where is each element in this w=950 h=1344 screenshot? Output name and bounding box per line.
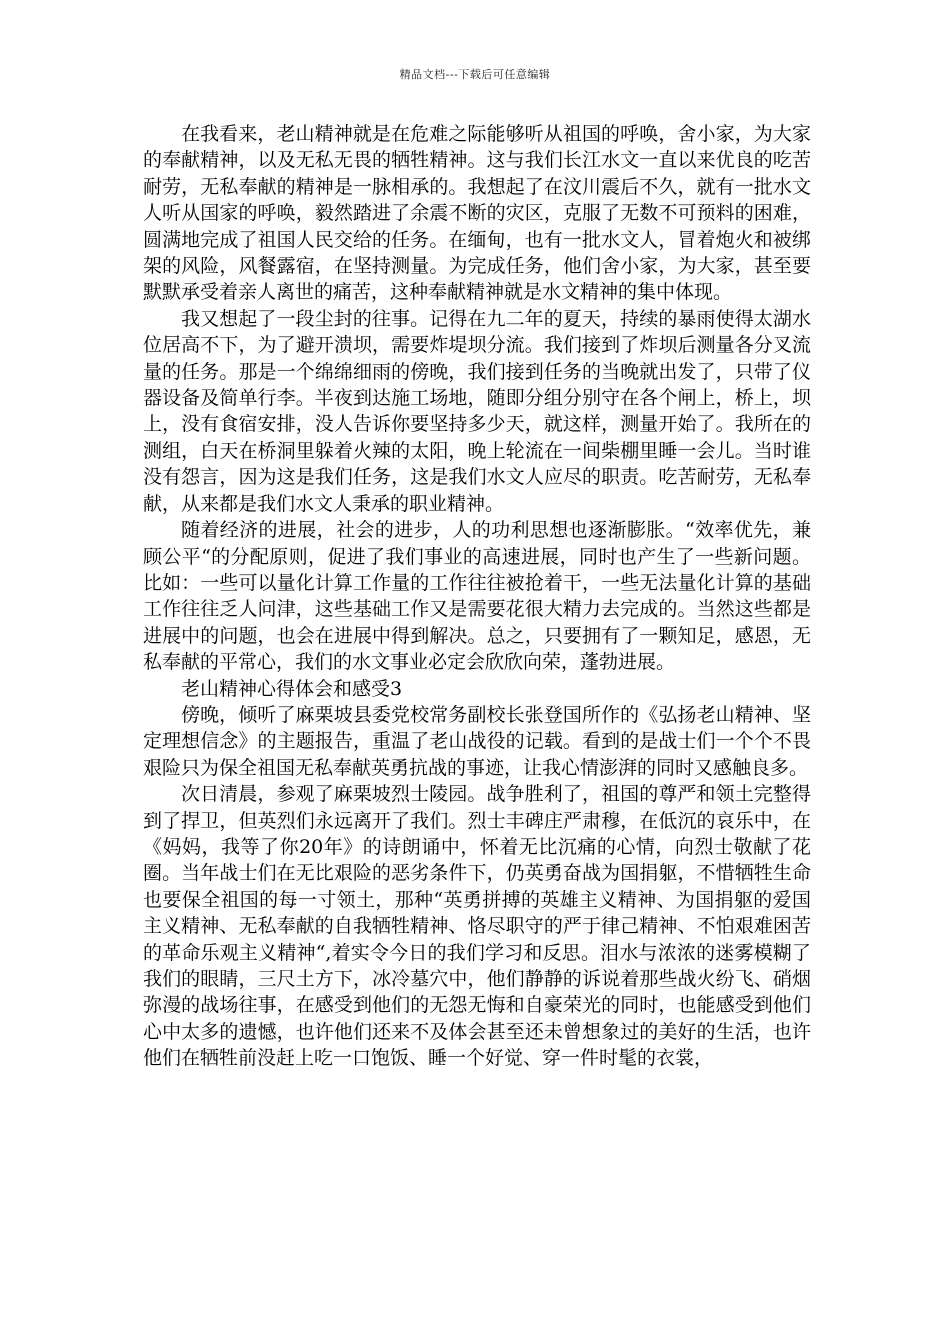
document-body bbox=[143, 121, 811, 1072]
paragraph: 我又想起了一段尘封的往事。记得在九二年的夏天，持续的暴雨使得太湖水位居高不下，为了避开溃坝，需要炸堤坝分流。我们接到了炸坝后测量各分叉流量的任务。那是一个绵绵细雨的傍晚，我们接到任务的当晚就出发了，只带了仪器设备及简单行李。半夜到达施工场地，随即分组分别守在各个闸上，桥上，坝上，没有食宿安排，没人告诉你要坚持多少天，就这样，测量开始了。我所在的测组，白天在桥洞里躲着火辣的太阳，晚上轮流在一间柴棚里睡一会儿。当时谁没有怨言，因为这是我们任务，这是我们水文人应尽的职责。吃苦耐劳，无私奉献，从来都是我们水文人秉承的职业精神。 bbox=[143, 307, 811, 515]
paragraph: 随着经济的进展，社会的进步，人的功利思想也逐渐膨胀。“效率优先，兼顾公平“的分配原则，促进了我们事业的高速进展，同时也产生了一些新问题。比如：一些可以量化计算工作量的工作往往被抢着干，一些无法量化计算的基础工作往往乏人问津，这些基础工作又是需要花很大精力去完成的。当然这些都是进展中的问题，也会在进展中得到解决。总之，只要拥有了一颗知足，感恩，无私奉献的平常心，我们的水文事业必定会欣欣向荣，蓬勃进展。 bbox=[143, 519, 811, 674]
paragraph: 次日清晨，参观了麻栗坡烈士陵园。战争胜利了，祖国的尊严和领土完整得到了捍卫，但英烈们永远离开了我们。烈士丰碑庄严肃穆，在低沉的哀乐中，在《妈妈，我等了你20年》的诗朗诵中，怀着无比沉痛的心情，向烈士敬献了花圈。当年战士们在无比艰险的恶劣条件下，仍英勇奋战为国捐躯，不惜牺牲生命也要保全祖国的每一寸领土，那种“英勇拼搏的英雄主义精神、为国捐躯的爱国主义精神、无私奉献的自我牺牲精神、恪尽职守的严于律己精神、不怕艰难困苦的革命乐观主义精神“,着实令今日的我们学习和反思。泪水与浓浓的迷雾模糊了我们的眼睛，三尺土方下，冰冷墓穴中，他们静静的诉说着那些战火纷飞、硝烟弥漫的战场往事，在感受到他们的无怨无悔和自豪荣光的同时，也能感受到他们心中太多的遗憾，也许他们还来不及体会甚至还未曾想象过的美好的生活，也许他们在牺牲前没赶上吃一口饱饭、睡一个好觉、穿一件时髦的衣裳， bbox=[143, 783, 811, 1070]
page-header: 精品文档---下载后可任意编辑 bbox=[399, 68, 551, 81]
paragraph: 在我看来，老山精神就是在危难之际能够听从祖国的呼唤，舍小家，为大家的奉献精神，以及无私无畏的牺牲精神。这与我们长江水文一直以来优良的吃苦耐劳，无私奉献的精神是一脉相承的。我想起了在汶川震后不久，就有一批水文人听从国家的呼唤，毅然踏进了余震不断的灾区，克服了无数不可预料的困难，圆满地完成了祖国人民交给的任务。在缅甸，也有一批水文人，冒着炮火和被绑架的风险，风餐露宿，在坚持测量。为完成任务，他们舍小家，为大家，甚至要默默承受着亲人离世的痛苦，这种奉献精神就是水文精神的集中体现。 bbox=[143, 123, 811, 304]
section-heading: 老山精神心得体会和感受3 bbox=[181, 677, 403, 700]
paragraph: 傍晚，倾听了麻栗坡县委党校常务副校长张登国所作的《弘扬老山精神、坚定理想信念》的主题报告，重温了老山战役的记载。看到的是战士们一个个不畏艰险只为保全祖国无私奉献英勇抗战的事迹，让我心情澎湃的同时又感触良多。 bbox=[143, 703, 811, 779]
